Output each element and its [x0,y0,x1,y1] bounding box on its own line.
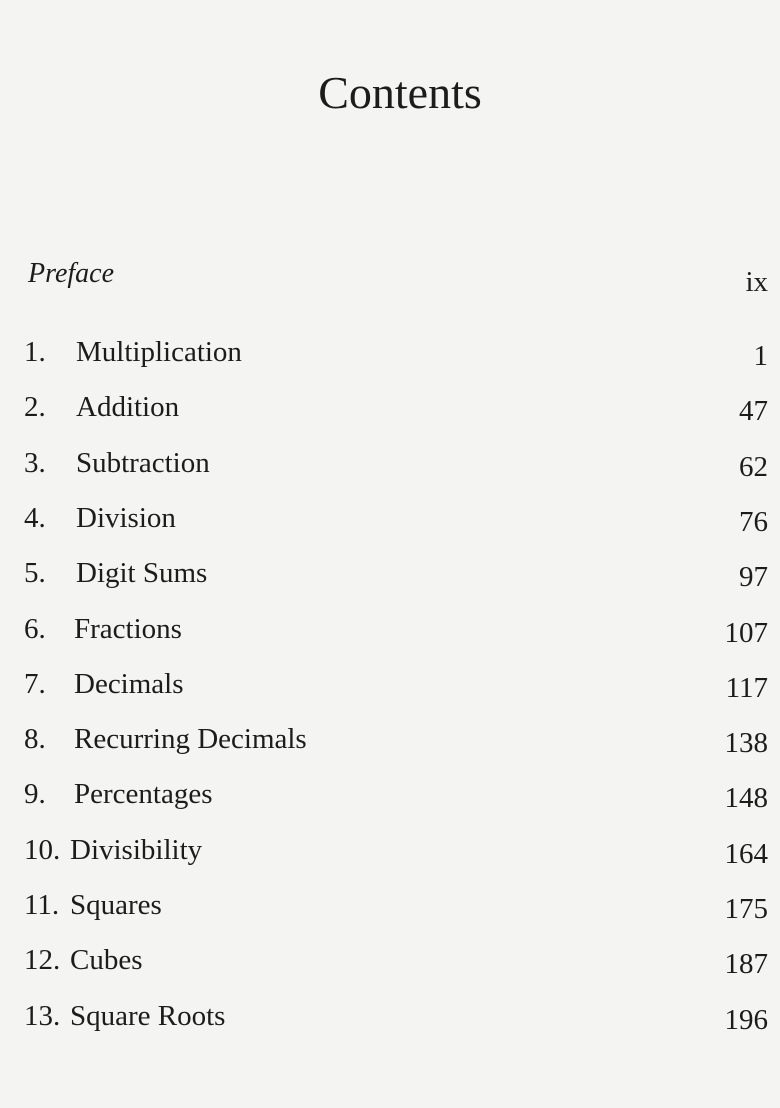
chapter-number: 11. [24,889,60,921]
chapter-number: 5. [24,557,46,590]
page-title: Contents [318,67,482,118]
toc-page: 187 [724,948,768,981]
toc-label [24,668,184,701]
chapter-title: Digit Sums [76,557,208,590]
toc-label [24,557,207,590]
toc-entry [0,723,768,763]
toc-entry [0,557,768,597]
toc-page: 62 [739,450,768,483]
chapter-title: Divisibility [70,833,203,866]
chapter-title: Addition [76,391,180,424]
toc-page: 117 [725,671,768,704]
toc-entry [0,336,768,376]
chapter-number: 2. [24,391,46,424]
toc-entry [0,391,768,431]
toc-label [24,1000,225,1033]
toc-label [24,336,242,369]
chapter-title: Subtraction [76,446,210,479]
toc-entry [0,944,768,984]
toc-page: 175 [724,893,768,925]
toc-page: 107 [724,616,768,649]
chapter-number: 9. [24,778,46,811]
toc-entry [0,447,768,487]
toc-entry [0,668,768,708]
toc-entry [0,889,768,929]
chapter-number: 3. [24,446,46,479]
toc-label [24,944,143,977]
chapter-title: Decimals [74,667,184,700]
chapter-title: Recurring Decimals [74,723,307,756]
toc-entry [0,1000,768,1040]
chapter-title: Multiplication [76,336,242,368]
toc-label [24,447,210,480]
toc-label [24,723,307,756]
chapter-title: Square Roots [70,999,226,1032]
toc-label [24,391,179,424]
toc-page: 138 [724,727,768,760]
toc-page: 164 [724,837,768,870]
toc-entry [0,613,768,653]
toc-label [24,613,182,646]
toc-page: 148 [724,782,768,815]
toc-entry-preface [0,258,768,298]
chapter-title: Fractions [74,612,182,645]
toc-page: 47 [739,395,768,428]
chapter-number: 8. [24,723,46,756]
chapter-number: 10. [24,833,61,866]
toc-entry [0,778,768,818]
chapter-title: Squares [70,889,162,921]
toc-page: 97 [739,561,768,594]
toc-label [24,778,213,811]
toc-page: ix [745,266,768,298]
chapter-title: Percentages [74,778,213,811]
chapter-number: 7. [24,667,46,700]
toc-page: 1 [753,340,768,372]
toc-page: 196 [724,1003,768,1036]
chapter-number: 4. [24,501,46,534]
chapter-number: 6. [24,612,46,645]
toc-entry [0,502,768,542]
chapter-number: 13. [24,999,61,1032]
toc-entry [0,834,768,874]
toc-label: Preface [28,258,115,289]
toc-label [24,502,176,535]
toc-label [24,889,162,922]
chapter-number: 12. [24,944,61,977]
chapter-title: Division [76,501,176,534]
toc-page: 76 [739,505,768,538]
chapter-title: Cubes [70,944,143,977]
toc-label [24,834,202,867]
chapter-number: 1. [24,336,46,368]
